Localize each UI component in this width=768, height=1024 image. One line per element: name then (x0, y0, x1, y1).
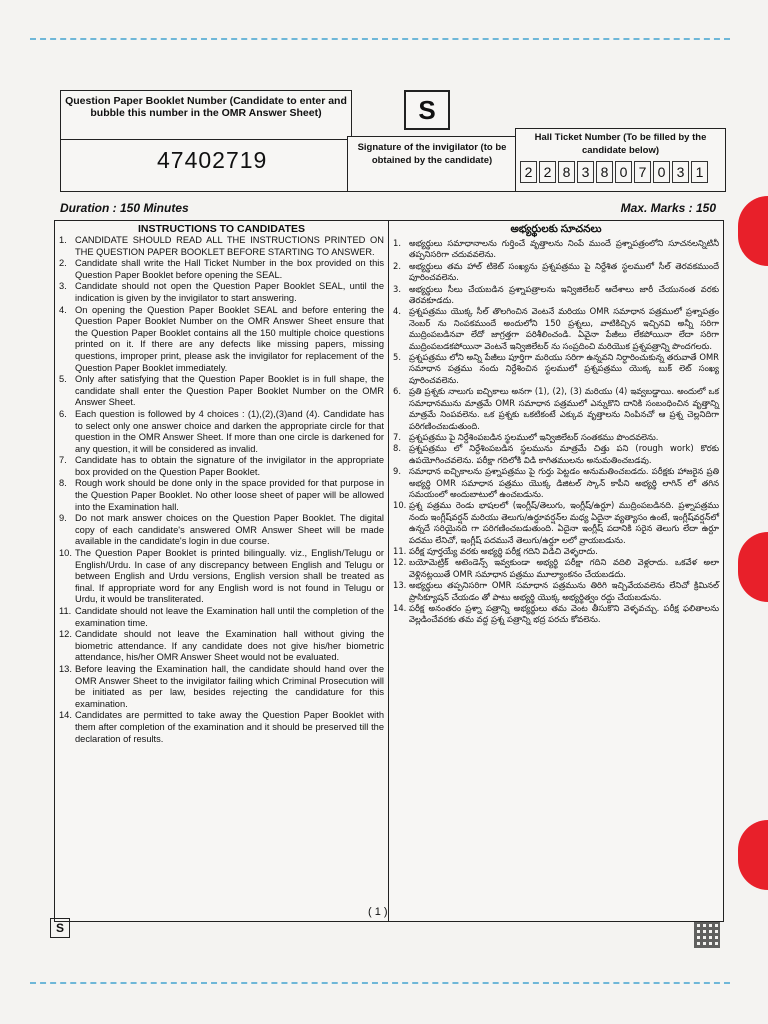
telugu-instruction-item: 9. సమాధాన ఐచ్ఛికాలను ప్రశ్నాపత్రము పై గుర్తు పెట్టడం అనుమతించబడదు. పరీక్షకు హాజరైన ప్రతి అభ్యర్థి OMR సమాధాన పత్రము యొక్క డిజిటల్ స్కాన్ కాపీని అభ్యర్థి లాగిన్ లో తగిన సమయంలో అందుబాటులో ఉంచబడును. (393, 466, 719, 499)
hall-ticket-digit: 1 (691, 161, 708, 183)
document-sheet (44, 60, 730, 960)
signature-label: Signature of the invigilator (to be obtained by the candidate) (357, 142, 507, 166)
hall-ticket-digit: 0 (653, 161, 670, 183)
english-instructions (55, 221, 389, 921)
hall-ticket-box (515, 128, 726, 192)
english-instruction-item: 13. Before leaving the Examination hall, the candidate should hand over the OMR Answer Sheet to the invigilator failing which Criminal Prosecution will be initiated as per law, besides rejecting the candidature for this examination. (59, 663, 384, 709)
booklet-number-box (60, 90, 352, 192)
signature-box (347, 136, 517, 192)
english-instruction-item: 5. Only after satisfying that the Question Paper Booklet is in full shape, the candidate shall enter the Question Paper Booklet Number on the OMR Answer Sheet. (59, 374, 384, 408)
english-instruction-item: 2. Candidate shall write the Hall Ticket Number in the box provided on this Question Paper Booklet before opening the SEAL. (59, 258, 384, 280)
telugu-instruction-item: 8. ప్రశ్నపత్రము లో నిర్దేశింపబడిన స్థలమును మాత్రమే చిత్తు పని (rough work) కొరకు ఉపయోగించవలెను. పరీక్షా గదిలోకి విడి కాగితములను అనుమతించబడవు. (393, 443, 719, 465)
english-title: INSTRUCTIONS TO CANDIDATES (137, 223, 306, 235)
top-edge-strip (30, 38, 730, 44)
hall-ticket-digits (520, 161, 710, 183)
hall-ticket-digit: 0 (615, 161, 632, 183)
max-marks: Max. Marks : 150 (620, 201, 716, 215)
duration: Duration : 150 Minutes (60, 201, 189, 215)
hall-ticket-digit: 3 (577, 161, 594, 183)
telugu-instruction-item: 3. అభ్యర్థులు సీలు చేయబడిన ప్రశ్నాపత్రాలను ఇన్విజిలేటర్ ఆదేశాలు జారీ చేయునంత వరకు తెరవకూడదు. (393, 283, 719, 306)
telugu-instruction-item: 10. ప్రశ్న పత్రము రెండు భాషలలో (ఇంగ్లీష్/తెలుగు, ఇంగ్లీష్/ఉర్దూ) ముద్రింపబడినది. ప్రశ్నాపత్రము నందు ఇంగ్లీష్‌వర్షన్ మరియు తెలుగు/ఉర్దూవర్షన్‌ల మధ్య ఏదైనా వ్యత్యాసం ఉంటే, ఇంగ్లీష్‌వర్షన్‌లో ఉన్నదే సరియైనది గా పరిగణించబడుతుంది. ఏదైనా ఇంగ్లీష్ పదానికి సరైన తెలుగు లేదా ఉర్దూ పదము లేనిచో, ఇంగ్లీష్ పదమునే తెలుగు/ఉర్దూ లలో వ్రాయబడును. (393, 500, 719, 545)
hall-ticket-digit: 8 (596, 161, 613, 183)
english-instruction-item: 8. Rough work should be done only in the space provided for that purpose in the Question Paper Booklet. No other loose sheet of paper will be allowed into the Examination hall. (59, 478, 384, 512)
red-tab-mark (738, 196, 768, 266)
booklet-number: 47402719 (157, 147, 268, 173)
telugu-instruction-item: 13. అభ్యర్థులు తప్పనిసరిగా OMR సమాధాన పత్రమును తిరిగి ఇచ్చివేయవలెను లేనిచో క్రిమినల్ ప్రాసిక్యూషన్ చేయడం తో పాటు అభ్యర్థి యొక్క అభ్యర్థిత్వం రద్దు చేయబడును. (393, 580, 719, 602)
telugu-instruction-item: 12. బయోమెట్రిక్ అటెండెన్స్ ఇవ్వకుండా అభ్యర్థి పరీక్షా గదిని వదిలి వెళ్లరాదు. ఒకవేళ అలా వెళ్లినట్లయితే OMR సమాధాన పత్రము మూల్యాంకనం చేయబడదు. (393, 557, 719, 579)
red-tab-mark (738, 820, 768, 890)
hall-ticket-digit: 2 (520, 161, 537, 183)
english-instruction-item: 12. Candidate should not leave the Examination hall without giving the biometric attendance. If any candidate does not give his/her biometric attendance, his/her OMR Answer Sheet would not be evaluated. (59, 629, 384, 663)
telugu-instruction-item: 1. అభ్యర్థులు సమాధానాలను గుర్తించే వృత్తాలను నింపే ముందే ప్రశ్నాపత్రంలోని సూచనలన్నిటినీ తప్పనిసరిగా చదువవలెను. (393, 238, 719, 260)
red-tab-mark (738, 532, 768, 602)
telugu-instructions (389, 221, 723, 921)
page-number: ( 1 ) (368, 906, 388, 918)
header (60, 90, 724, 192)
telugu-instruction-item: 4. ప్రశ్నపత్రము యొక్క సీల్ తొలగించిన వెంటనే మరియు OMR సమాధాన పత్రములో ప్రశ్నాపత్రం నెంబర్ ను నింపకముందే అందులోని 150 ప్రశ్నలు, వాటికిచ్చిన ఇచ్చినవి అన్నీ సరిగా ముద్రింపబడినవా లేదో జాగ్రత్తగా పరిశీలించండి. ఏవైనా పేజీలు లేకపోయినా లేదా సరిగా ముద్రింపబడకపోయినా వెంటనే ఇన్విజిలేటర్ ను సంప్రదించి మరియొక ప్రశ్నపత్రాన్ని పొందగలరు. (393, 306, 719, 351)
english-instruction-item: 10. The Question Paper Booklet is printed bilingually. viz., English/Telugu or English/Urdu. In case of any discrepancy between English and Telugu or between English and Urdu versions, English version shall be treated as final. If appropriate word for any English word is not found in Telugu or Urdu, it would be transliterated. (59, 548, 384, 605)
hall-ticket-digit: 7 (634, 161, 651, 183)
english-instruction-item: 1. CANDIDATE SHOULD READ ALL THE INSTRUCTIONS PRINTED ON THE QUESTION PAPER BOOKLET BEFORE STARTING TO ANSWER. (59, 235, 384, 257)
english-instruction-item: 3. Candidate should not open the Question Paper Booklet SEAL, until the indication is given by the invigilator to start answering. (59, 281, 384, 303)
telugu-title: అభ్యర్థులకు సూచనలు (510, 223, 602, 235)
telugu-instruction-item: 6. ప్రతి ప్రశ్నకు నాలుగు ఐచ్ఛికాలు అనగా (1), (2), (3) మరియు (4) ఇవ్వబడ్డాయి. అందులో ఒక సమాధానమును మాత్రమే OMR సమాధాన పత్రములో ఎన్నుకొని దానికి సంబంధించిన వృత్తాన్ని మాత్రమే నింపవలెను. ఒక ప్రశ్నకు ఒకటికంటే ఎక్కువ వృత్తాలను నింపినచో ఆ ప్రశ్న చెల్లనిదిగా పరిగణించబడుతుంది. (393, 386, 719, 431)
english-instruction-item: 7. Candidate has to obtain the signature of the invigilator in the appropriate box provided on the Question Paper Booklet. (59, 455, 384, 477)
hall-ticket-label: Hall Ticket Number (To be filled by the candidate below) (534, 132, 707, 156)
instructions-panel (54, 220, 724, 922)
english-instruction-item: 14. Candidates are permitted to take away the Question Paper Booklet with them after completion of the examination and it should be preserved till the declaration of results. (59, 710, 384, 744)
telugu-instruction-item: 7. ప్రశ్నపత్రము పై నిర్దేశింపబడిన స్థలములో ఇన్విజిలేటర్ సంతకము పొందవలెను. (393, 431, 659, 442)
bottom-edge-strip (30, 982, 730, 988)
meta-row (60, 201, 724, 215)
booklet-label: Question Paper Booklet Number (Candidate to enter and bubble this number in the OMR Answer Sheet) (65, 95, 347, 119)
telugu-instruction-item: 11. పరీక్ష పూర్తయ్యే వరకు అభ్యర్థి పరీక్ష గదిని విడిచి వెళ్ళరాదు. (393, 545, 598, 556)
english-instruction-item: 11. Candidate should not leave the Examination hall until the completion of the examination time. (59, 606, 384, 628)
english-instruction-item: 9. Do not mark answer choices on the Question Paper Booklet. The digital copy of each candidate's answered OMR Answer Sheet will be made available in the candidate's login in due course. (59, 513, 384, 547)
qr-code-icon (694, 922, 720, 948)
telugu-instruction-item: 2. అభ్యర్థులు తమ హాల్ టికెట్ సంఖ్యను ప్రశ్నపత్రము పై నిర్దేశిత స్థలములో సీల్ తెరవకముందే పూరించవలెను. (393, 260, 719, 283)
hall-ticket-digit: 3 (672, 161, 689, 183)
hall-ticket-digit: 8 (558, 161, 575, 183)
english-instruction-item: 6. Each question is followed by 4 choices : (1),(2),(3)and (4). Candidate has to select only one answer choice and darken the appropriate circle for that question in the OMR Answer Sheet. If more than one circle is darkened for any question, it will be considered as invalid. (59, 408, 384, 454)
set-code-box: S (404, 90, 450, 130)
footer-set-code: S (50, 918, 70, 938)
english-instruction-item: 4. On opening the Question Paper Booklet SEAL and before entering the Question Paper Booklet Number on the OMR Answer Sheet ensure that the Question Paper Booklet contains all the 150 multiple choice questions printed on it. If there are any defects like missing papers, missing questions, improper print, please ask the invigilator for replacement of the Question Paper Booklet immediately. (59, 304, 384, 373)
telugu-instruction-item: 14. పరీక్ష అనంతరం ప్రశ్నా పత్రాన్ని అభ్యర్థులు తమ వెంట తీసుకొని వెళ్ళవచ్చు. పరీక్ష ఫలితాలను వెల్లడించేవరకు తమ వద్ద ప్రశ్న పత్రాన్ని భద్ర పరచు కోవలెను. (393, 603, 719, 625)
telugu-instruction-item: 5. ప్రశ్నపత్రము లోని అన్ని పేజీలు పూర్తిగా మరియు సరిగా ఉన్నవని నిర్ధారించుకున్న తరువాతే OMR సమాధాన పత్రము నందు నిర్దేశించిన స్థలములో ప్రశ్నపత్రము యొక్క బుక్ లెట్ సంఖ్య పూరించవలెను. (393, 352, 719, 385)
hall-ticket-digit: 2 (539, 161, 556, 183)
